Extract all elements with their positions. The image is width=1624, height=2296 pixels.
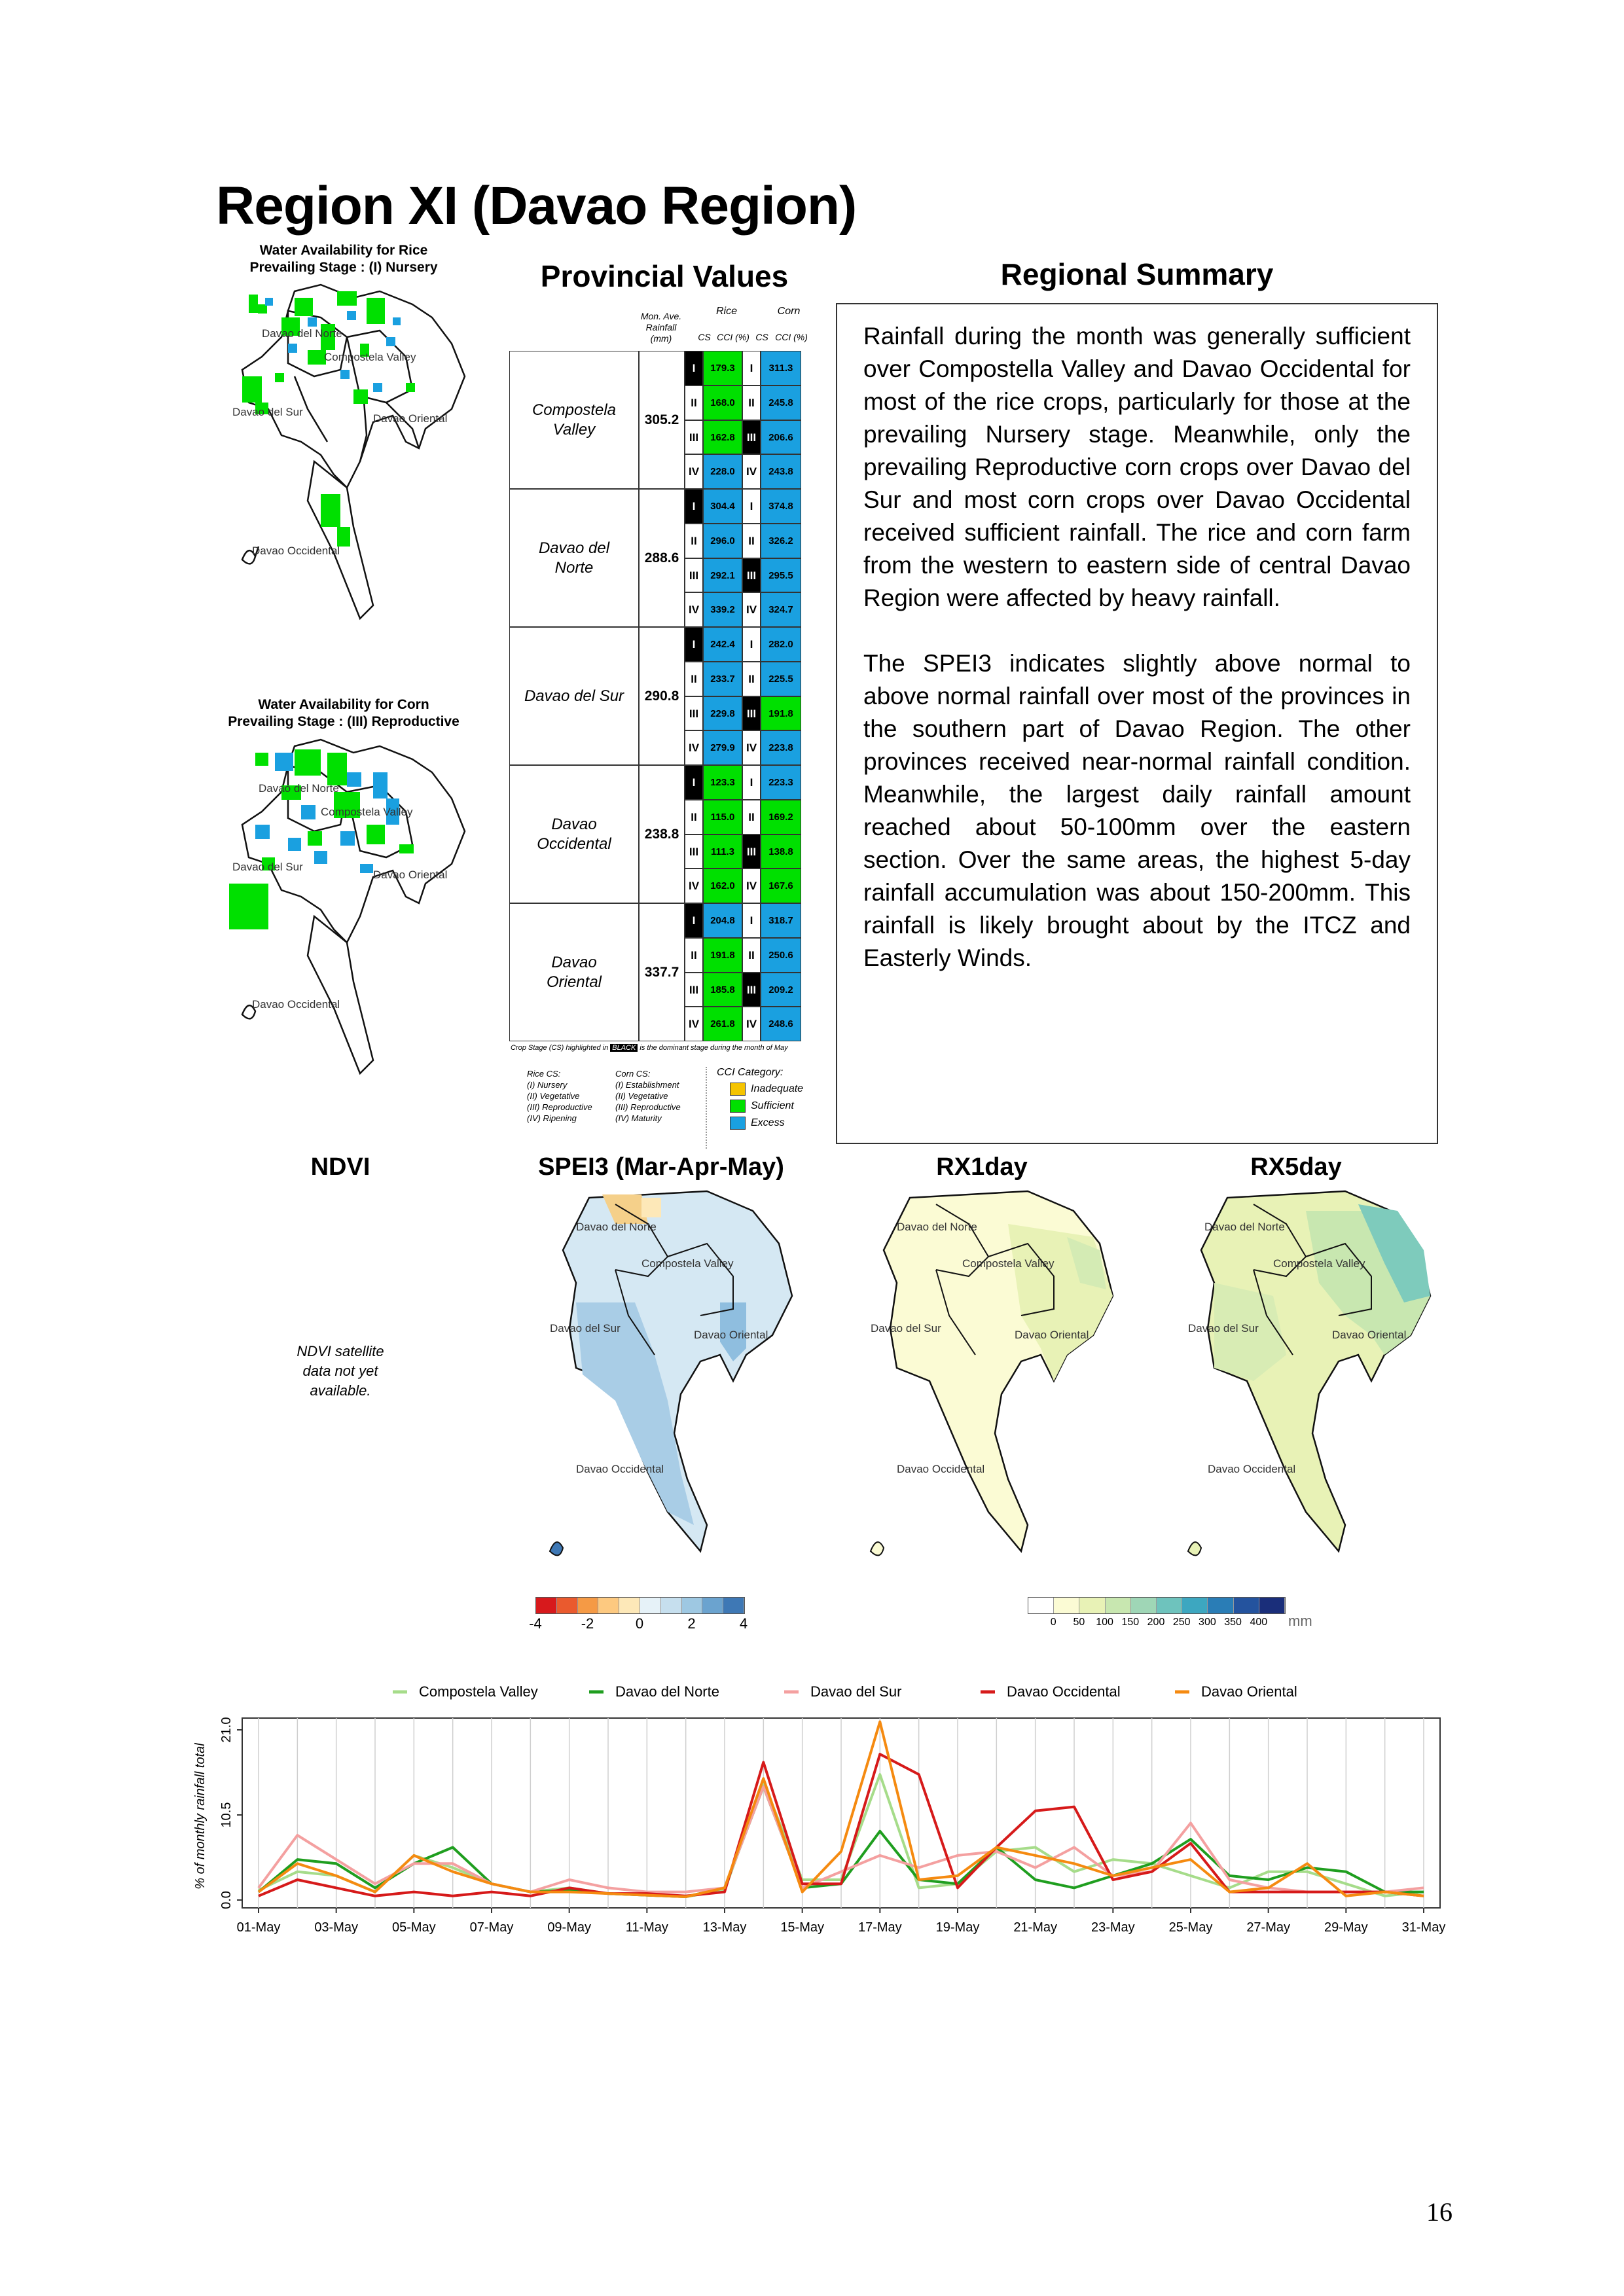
x-tick-label: 19-May <box>935 1920 980 1935</box>
rice-cci-value: 185.8 <box>703 973 742 1007</box>
rice-cci-value: 115.0 <box>703 800 742 834</box>
corn-cci-value: 223.8 <box>761 730 801 765</box>
rx5day-title: RX5day <box>1250 1153 1342 1181</box>
rice-crop-stage: I <box>685 351 703 386</box>
rice-cci-value: 204.8 <box>703 903 742 938</box>
y-tick-label: 10.5 <box>219 1802 234 1828</box>
rice-cci-value: 228.0 <box>703 454 742 489</box>
rice-cci-value: 191.8 <box>703 938 742 973</box>
chart-y-axis <box>219 1717 242 1909</box>
corn-cci-value: 245.8 <box>761 386 801 420</box>
rice-crop-stage: IV <box>685 869 703 903</box>
spei-colorbar-ticks <box>529 1615 748 1635</box>
spei-colorbar-swatch <box>619 1598 640 1613</box>
rice-crop-stage: II <box>685 524 703 558</box>
rice-map-label-docc: Davao Occidental <box>252 545 340 557</box>
provincial-values-title: Provincial Values <box>540 259 789 293</box>
chart-legend <box>393 1683 1297 1700</box>
corn-crop-stage: III <box>742 834 761 869</box>
prov-header-cs-rice: CS <box>698 332 711 342</box>
x-tick-label: 21-May <box>1013 1920 1058 1935</box>
rx-colorbar-swatch <box>1054 1598 1079 1613</box>
corn-crop-stage: I <box>742 627 761 662</box>
legend-label: Davao Oriental <box>1201 1683 1297 1700</box>
corn-crop-stage: II <box>742 662 761 696</box>
rx-tick-label: 250 <box>1172 1617 1191 1628</box>
corn-crop-stage: I <box>742 489 761 524</box>
corn-crop-stage: III <box>742 420 761 455</box>
rx5-map-label-dn: Davao del Norte <box>1204 1221 1285 1233</box>
province-name: Davao Oriental <box>509 903 639 1041</box>
corn-cci-value: 248.6 <box>761 1007 801 1041</box>
rice-map-label-cv: Compostela Valley <box>324 351 416 363</box>
legend-label: Davao Occidental <box>1007 1683 1121 1700</box>
corn-crop-stage: I <box>742 351 761 386</box>
corn-cci-value: 206.6 <box>761 420 801 455</box>
rx-tick-label: 350 <box>1224 1617 1242 1628</box>
page-title: Region XI (Davao Region) <box>216 176 857 236</box>
rx1day-title: RX1day <box>936 1153 1028 1181</box>
corn-cs-legend: Corn CS: (I) Establishment (II) Vegetative (III) Reproductive (IV) Maturity <box>615 1069 681 1123</box>
ndvi-note: NDVI satellite data not yet available. <box>297 1343 384 1399</box>
page-number: 16 <box>1426 2197 1453 2227</box>
spei-colorbar-swatch <box>578 1598 599 1613</box>
rice-cci-value: 229.8 <box>703 696 742 731</box>
rice-crop-stage: II <box>685 938 703 973</box>
rx-colorbar <box>1028 1597 1286 1614</box>
rice-map-label-ds: Davao del Sur <box>232 406 303 418</box>
rice-crop-stage: I <box>685 489 703 524</box>
corn-crop-stage: IV <box>742 592 761 627</box>
rice-crop-stage: II <box>685 662 703 696</box>
spei-colorbar-swatch <box>661 1598 682 1613</box>
prov-footnote: Crop Stage (CS) highlighted in BLACK is the dominant stage during the month of May <box>511 1044 788 1052</box>
y-tick-label: 21.0 <box>219 1717 234 1743</box>
spei-colorbar-swatch <box>640 1598 661 1613</box>
cci-swatch-inadequate <box>730 1083 746 1096</box>
corn-crop-stage: II <box>742 386 761 420</box>
x-tick-label: 01-May <box>236 1920 281 1935</box>
corn-cci-value: 295.5 <box>761 558 801 593</box>
x-tick-label: 05-May <box>391 1920 436 1935</box>
summary-paragraph-2: The SPEI3 indicates slightly above normal to above normal rainfall over most of the provinces in the southern part of Davao Region. The other provinces received near-normal rainfall condition. Meanwhile, the largest daily rainfall amount reached about 50-100mm over the eastern section. Over the same areas, the highest 5-day rainfall accumulation was about 150-200mm. This rainfall is likely brought about by the ITCZ and Easterly Winds. <box>863 650 1411 971</box>
x-tick-label: 03-May <box>314 1920 359 1935</box>
spei-tick-label: 0 <box>635 1615 644 1632</box>
x-tick-label: 15-May <box>780 1920 825 1935</box>
rx-tick-label: 0 <box>1050 1617 1056 1628</box>
province-rainfall: 305.2 <box>639 351 685 489</box>
corn-map-label-ds: Davao del Sur <box>232 861 303 873</box>
rice-cci-value: 179.3 <box>703 351 742 386</box>
corn-map-label-docc: Davao Occidental <box>252 998 340 1011</box>
prov-header-cci-rice: CCI (%) <box>717 332 749 342</box>
corn-cci-value: 311.3 <box>761 351 801 386</box>
rice-crop-stage: IV <box>685 454 703 489</box>
rx-colorbar-ticks <box>1028 1617 1284 1634</box>
regional-summary-title: Regional Summary <box>1000 257 1274 291</box>
chart-x-axis <box>237 1908 1446 1935</box>
rx-colorbar-swatch <box>1157 1598 1182 1613</box>
cci-legend-excess: Excess <box>730 1117 828 1130</box>
corn-map-label-do: Davao Oriental <box>373 869 448 881</box>
x-tick-label: 31-May <box>1401 1920 1446 1935</box>
prov-header-rain: Mon. Ave. Rainfall (mm) <box>640 311 682 344</box>
rice-crop-stage: I <box>685 903 703 938</box>
corn-map-label-dn: Davao del Norte <box>259 782 339 795</box>
rice-cs-legend: Rice CS: (I) Nursery (II) Vegetative (III) Reproductive (IV) Ripening <box>527 1069 592 1123</box>
spei-tick-label: 4 <box>739 1615 748 1632</box>
rice-cci-value: 279.9 <box>703 730 742 765</box>
spei-map-label-ds: Davao del Sur <box>550 1322 621 1335</box>
rx-colorbar-swatch <box>1259 1598 1285 1613</box>
rice-cci-value: 292.1 <box>703 558 742 593</box>
corn-crop-stage: II <box>742 800 761 834</box>
rice-water-map <box>216 278 491 668</box>
prov-header-rice: Rice <box>715 306 737 317</box>
cci-swatch-sufficient <box>730 1100 746 1113</box>
rice-map-caption-line1: Water Availability for Rice <box>259 243 428 258</box>
province-rainfall: 290.8 <box>639 627 685 765</box>
corn-map-caption-line2: Prevailing Stage : (III) Reproductive <box>228 714 460 729</box>
corn-cci-value: 324.7 <box>761 592 801 627</box>
prov-header-cci-corn: CCI (%) <box>775 332 808 342</box>
rice-crop-stage: IV <box>685 1007 703 1041</box>
rx-tick-label: 200 <box>1147 1617 1165 1628</box>
corn-crop-stage: IV <box>742 869 761 903</box>
province-name: Davao del Sur <box>509 627 639 765</box>
corn-crop-stage: II <box>742 938 761 973</box>
x-tick-label: 17-May <box>857 1920 902 1935</box>
spei-map-label-dn: Davao del Norte <box>576 1221 657 1233</box>
rx-tick-label: 100 <box>1096 1617 1113 1628</box>
rice-crop-stage: III <box>685 696 703 731</box>
corn-crop-stage: IV <box>742 730 761 765</box>
province-name: Davao del Norte <box>509 489 639 627</box>
corn-crop-stage: III <box>742 973 761 1007</box>
corn-cci-value: 318.7 <box>761 903 801 938</box>
rx5-map-label-docc: Davao Occidental <box>1208 1463 1296 1475</box>
x-tick-label: 29-May <box>1324 1920 1368 1935</box>
province-rainfall: 337.7 <box>639 903 685 1041</box>
prov-header-corn: Corn <box>777 306 801 317</box>
spei-tick-label: -2 <box>581 1615 594 1632</box>
rx5-map-label-cv: Compostela Valley <box>1273 1257 1365 1270</box>
corn-crop-stage: III <box>742 558 761 593</box>
corn-crop-stage: IV <box>742 1007 761 1041</box>
rx-tick-label: 400 <box>1250 1617 1268 1628</box>
spei-tick-label: 2 <box>687 1615 696 1632</box>
rx-colorbar-swatch <box>1208 1598 1233 1613</box>
rx-colorbar-swatch <box>1106 1598 1131 1613</box>
x-tick-label: 13-May <box>702 1920 747 1935</box>
rice-cci-value: 233.7 <box>703 662 742 696</box>
cci-legend: CCI Category: Inadequate Sufficient Excess <box>717 1067 828 1130</box>
province-rainfall: 238.8 <box>639 765 685 903</box>
corn-cci-value: 169.2 <box>761 800 801 834</box>
spei-map-label-docc: Davao Occidental <box>576 1463 664 1475</box>
spei-colorbar-swatch <box>702 1598 723 1613</box>
corn-crop-stage: I <box>742 765 761 800</box>
rice-cci-value: 296.0 <box>703 524 742 558</box>
prov-header-cs-corn: CS <box>755 332 768 342</box>
rice-cci-value: 168.0 <box>703 386 742 420</box>
summary-paragraph-1: Rainfall during the month was generally sufficient over Compostella Valley and Davao Occidental for most of the rice crops, particularly for those at the prevailing Nursery stage. Meanwhile, only the prevailing Reproductive corn crops over Davao del Sur and most corn crops over Davao Occidental received sufficient rainfall. The rice and corn farm from the western to eastern side of central Davao Region were affected by heavy rainfall. <box>863 323 1411 611</box>
x-tick-label: 25-May <box>1168 1920 1213 1935</box>
rx1-map-label-cv: Compostela Valley <box>962 1257 1055 1270</box>
spei-map-label-cv: Compostela Valley <box>641 1257 734 1270</box>
corn-cci-value: 167.6 <box>761 869 801 903</box>
rice-cci-value: 261.8 <box>703 1007 742 1041</box>
rice-crop-stage: II <box>685 800 703 834</box>
corn-cci-value: 138.8 <box>761 834 801 869</box>
corn-map-caption <box>209 696 478 730</box>
rice-cci-value: 339.2 <box>703 592 742 627</box>
corn-crop-stage: III <box>742 696 761 731</box>
rice-cci-value: 242.4 <box>703 627 742 662</box>
spei-title: SPEI3 (Mar-Apr-May) <box>538 1153 784 1181</box>
rice-crop-stage: I <box>685 627 703 662</box>
spei-colorbar-swatch <box>598 1598 619 1613</box>
daily-rainfall-chart <box>190 1672 1453 1960</box>
chart-y-label: % of monthly rainfall total <box>193 1743 208 1890</box>
province-name: Compostela Valley <box>509 351 639 489</box>
x-tick-label: 07-May <box>469 1920 514 1935</box>
rx-colorbar-swatch <box>1028 1598 1054 1613</box>
cci-swatch-excess <box>730 1117 746 1130</box>
spei-map <box>537 1185 812 1577</box>
rice-map-caption <box>216 242 471 276</box>
rx1-map-label-ds: Davao del Sur <box>871 1322 941 1335</box>
corn-cci-value: 374.8 <box>761 489 801 524</box>
rice-map-caption-line2: Prevailing Stage : (I) Nursery <box>249 260 438 275</box>
provincial-values-table <box>509 351 801 1042</box>
corn-cci-value: 209.2 <box>761 973 801 1007</box>
rx5-map-label-ds: Davao del Sur <box>1188 1322 1259 1335</box>
rice-crop-stage: IV <box>685 730 703 765</box>
cci-legend-sufficient: Sufficient <box>730 1100 828 1113</box>
rice-cci-value: 123.3 <box>703 765 742 800</box>
rice-cci-value: 304.4 <box>703 489 742 524</box>
rice-cci-value: 162.0 <box>703 869 742 903</box>
corn-cci-value: 282.0 <box>761 627 801 662</box>
rx1-map-label-do: Davao Oriental <box>1015 1329 1089 1341</box>
province-name: Davao Occidental <box>509 765 639 903</box>
spei-colorbar-swatch <box>682 1598 703 1613</box>
corn-cci-value: 250.6 <box>761 938 801 973</box>
corn-water-map <box>216 733 491 1122</box>
rice-cci-value: 111.3 <box>703 834 742 869</box>
rice-crop-stage: I <box>685 765 703 800</box>
rx-unit: mm <box>1288 1613 1312 1629</box>
corn-map-caption-line1: Water Availability for Corn <box>258 697 429 712</box>
rice-crop-stage: III <box>685 558 703 593</box>
spei-colorbar-swatch <box>723 1598 744 1613</box>
corn-crop-stage: I <box>742 903 761 938</box>
rx1-map-label-dn: Davao del Norte <box>897 1221 977 1233</box>
rx5-map-label-do: Davao Oriental <box>1332 1329 1407 1341</box>
rice-crop-stage: III <box>685 834 703 869</box>
corn-crop-stage: IV <box>742 454 761 489</box>
spei-colorbar <box>535 1597 745 1614</box>
corn-cci-value: 243.8 <box>761 454 801 489</box>
x-tick-label: 23-May <box>1091 1920 1135 1935</box>
regional-summary-box <box>836 303 1438 1144</box>
legend-label: Davao del Norte <box>615 1683 719 1700</box>
spei-colorbar-swatch <box>557 1598 578 1613</box>
corn-cci-value: 191.8 <box>761 696 801 731</box>
x-tick-label: 09-May <box>547 1920 592 1935</box>
spei-colorbar-swatch <box>536 1598 557 1613</box>
rice-crop-stage: III <box>685 973 703 1007</box>
rx1day-map <box>857 1185 1132 1577</box>
rx-tick-label: 50 <box>1073 1617 1085 1628</box>
spei-map-label-do: Davao Oriental <box>694 1329 768 1341</box>
rx-colorbar-swatch <box>1234 1598 1259 1613</box>
rx-colorbar-swatch <box>1182 1598 1208 1613</box>
legend-divider <box>706 1067 708 1149</box>
legend-label: Compostela Valley <box>419 1683 538 1700</box>
rice-map-label-do: Davao Oriental <box>373 412 448 425</box>
legend-label: Davao del Sur <box>810 1683 902 1700</box>
rx5day-map <box>1175 1185 1450 1577</box>
corn-map-label-cv: Compostela Valley <box>321 806 413 818</box>
ndvi-title: NDVI <box>310 1153 370 1181</box>
y-tick-label: 0.0 <box>219 1891 234 1909</box>
corn-cci-value: 223.3 <box>761 765 801 800</box>
rx-colorbar-swatch <box>1079 1598 1105 1613</box>
rice-map-label-dn: Davao del Norte <box>262 327 342 340</box>
rx1-map-label-docc: Davao Occidental <box>897 1463 985 1475</box>
rice-crop-stage: III <box>685 420 703 455</box>
x-tick-label: 11-May <box>625 1920 668 1935</box>
x-tick-label: 27-May <box>1246 1920 1291 1935</box>
province-rainfall: 288.6 <box>639 489 685 627</box>
corn-cci-value: 326.2 <box>761 524 801 558</box>
corn-cci-value: 225.5 <box>761 662 801 696</box>
rice-crop-stage: II <box>685 386 703 420</box>
rice-cci-value: 162.8 <box>703 420 742 455</box>
rx-tick-label: 150 <box>1121 1617 1140 1628</box>
cci-legend-inadequate: Inadequate <box>730 1083 828 1096</box>
rx-tick-label: 300 <box>1199 1617 1216 1628</box>
corn-crop-stage: II <box>742 524 761 558</box>
spei-tick-label: -4 <box>529 1615 542 1632</box>
rice-crop-stage: IV <box>685 592 703 627</box>
rx-colorbar-swatch <box>1131 1598 1157 1613</box>
